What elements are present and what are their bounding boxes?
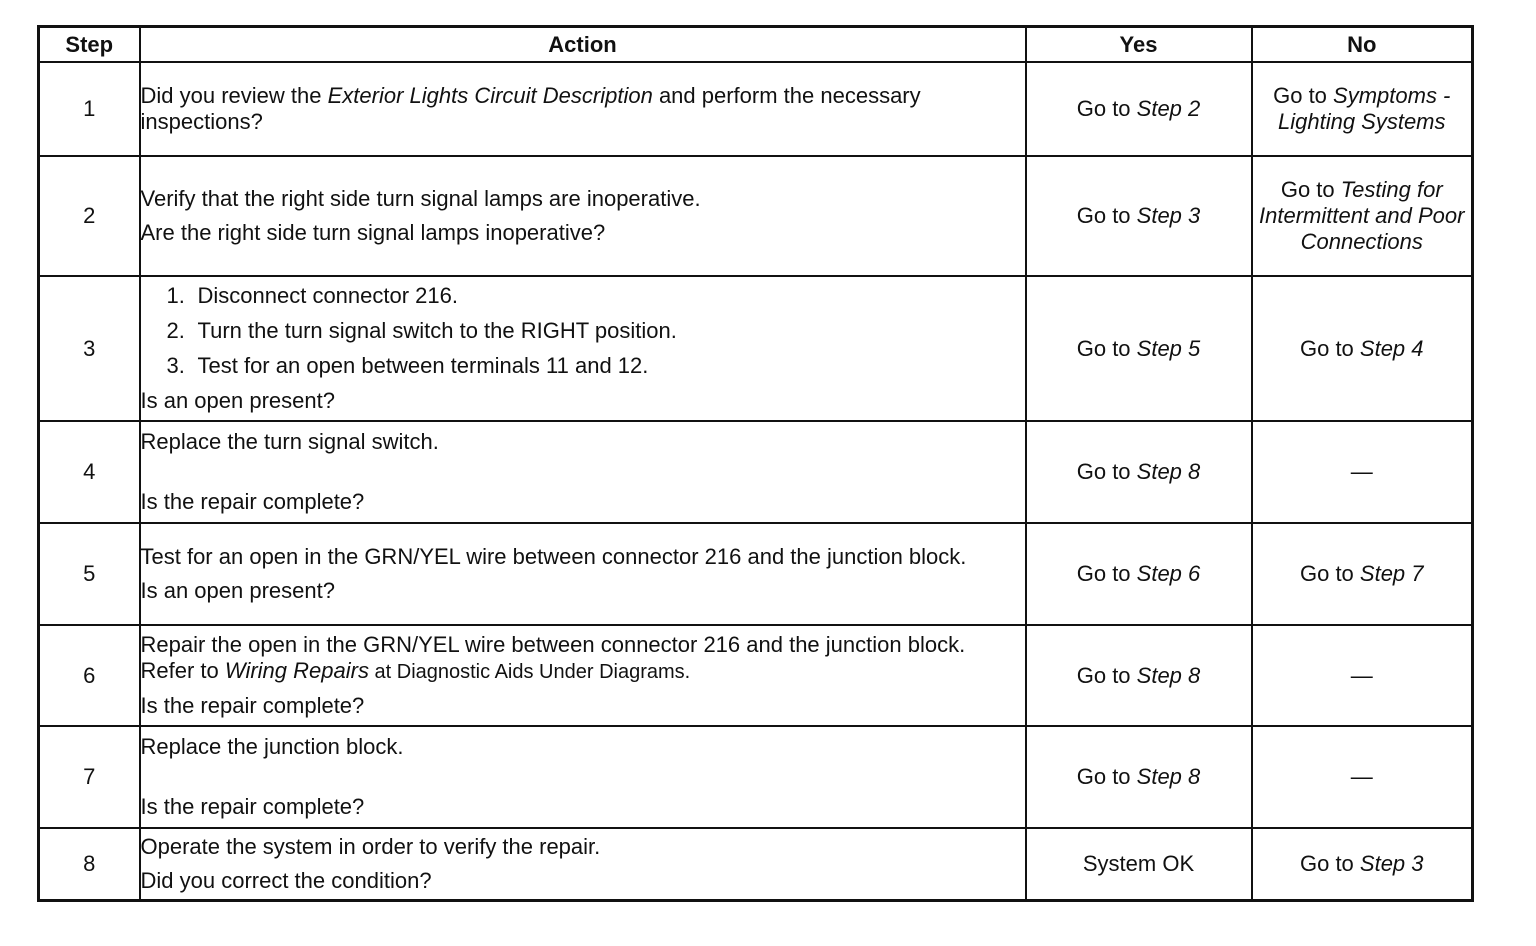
action-cell: [140, 62, 1026, 156]
list-item: 3. Test for an open between terminals 11 and 12.: [166, 353, 649, 378]
action-question: Is the repair complete?: [140, 489, 365, 514]
diagnostic-table: [37, 25, 1474, 902]
substep-list: [141, 283, 1025, 379]
action-text: Test for an open in the GRN/YEL wire between connector 216 and the junction block.: [140, 544, 967, 569]
action-cell: [140, 156, 1026, 276]
header-step: Step: [39, 27, 140, 63]
action-question: Are the right side turn signal lamps inoperative?: [140, 220, 606, 245]
step-number: 6: [39, 625, 140, 726]
action-cell: [140, 421, 1026, 523]
yes-cell: Go to Step 2: [1026, 62, 1252, 156]
action-question: Is an open present?: [140, 388, 335, 413]
yes-cell: Go to Step 8: [1026, 625, 1252, 726]
yes-cell: Go to Step 8: [1026, 726, 1252, 828]
step-number: 5: [39, 523, 140, 625]
header-yes: Yes: [1026, 27, 1252, 63]
no-cell: [1252, 726, 1473, 828]
yes-cell: Go to Step 8: [1026, 421, 1252, 523]
action-text: Replace the junction block.: [140, 734, 404, 759]
yes-cell: [1026, 828, 1252, 900]
action-text: Operate the system in order to verify the repair.: [140, 833, 601, 859]
action-text: Repair the open in the GRN/YEL wire between connector 216 and the junction block. Refer to Wiring Repairs at Diagnostic Aids Under Diagrams.: [140, 632, 966, 683]
list-item: 2. Turn the turn signal switch to the RIGHT position.: [166, 318, 677, 343]
action-cell: [140, 625, 1026, 726]
step-number: 2: [39, 156, 140, 276]
table-row: [39, 726, 1473, 828]
action-cell: [140, 523, 1026, 625]
table-row: [39, 62, 1473, 156]
dash: —: [1350, 662, 1373, 688]
action-text: Replace the turn signal switch.: [140, 429, 439, 454]
no-cell: Go to Symptoms - Lighting Systems: [1252, 62, 1473, 156]
header-no: No: [1252, 27, 1473, 63]
step-number: 3: [39, 276, 140, 421]
action-cell: [140, 828, 1026, 900]
yes-cell: Go to Step 6: [1026, 523, 1252, 625]
table-row: [39, 276, 1473, 421]
step-number: 7: [39, 726, 140, 828]
header-action: Action: [140, 27, 1026, 63]
list-item: 1. Disconnect connector 216.: [166, 283, 458, 308]
step-number: 1: [39, 62, 140, 156]
header-row: [39, 27, 1473, 63]
no-cell: Go to Step 4: [1252, 276, 1473, 421]
no-cell: [1252, 625, 1473, 726]
result-text: System OK: [1082, 850, 1195, 876]
action-cell: [140, 726, 1026, 828]
yes-cell: Go to Step 3: [1026, 156, 1252, 276]
no-cell: Go to Testing for Intermittent and Poor Connections: [1252, 156, 1473, 276]
action-question: Did you correct the condition?: [140, 867, 432, 893]
table-row: [39, 625, 1473, 726]
action-cell: [140, 276, 1026, 421]
action-question: Is the repair complete?: [140, 693, 365, 718]
table-row: [39, 523, 1473, 625]
dash: —: [1350, 459, 1373, 484]
dash: —: [1350, 764, 1373, 789]
action-question: Is the repair complete?: [140, 794, 365, 819]
no-cell: Go to Step 3: [1252, 828, 1473, 900]
step-number: 8: [39, 828, 140, 900]
step-number: 4: [39, 421, 140, 523]
action-question: Is an open present?: [140, 578, 335, 603]
no-cell: Go to Step 7: [1252, 523, 1473, 625]
action-text: Verify that the right side turn signal lamps are inoperative.: [140, 186, 701, 211]
no-cell: [1252, 421, 1473, 523]
yes-cell: Go to Step 5: [1026, 276, 1252, 421]
table-row: [39, 421, 1473, 523]
action-text: Did you review the Exterior Lights Circuit Description and perform the necessary inspections?: [140, 83, 921, 134]
table-row: [39, 828, 1473, 900]
table-row: [39, 156, 1473, 276]
